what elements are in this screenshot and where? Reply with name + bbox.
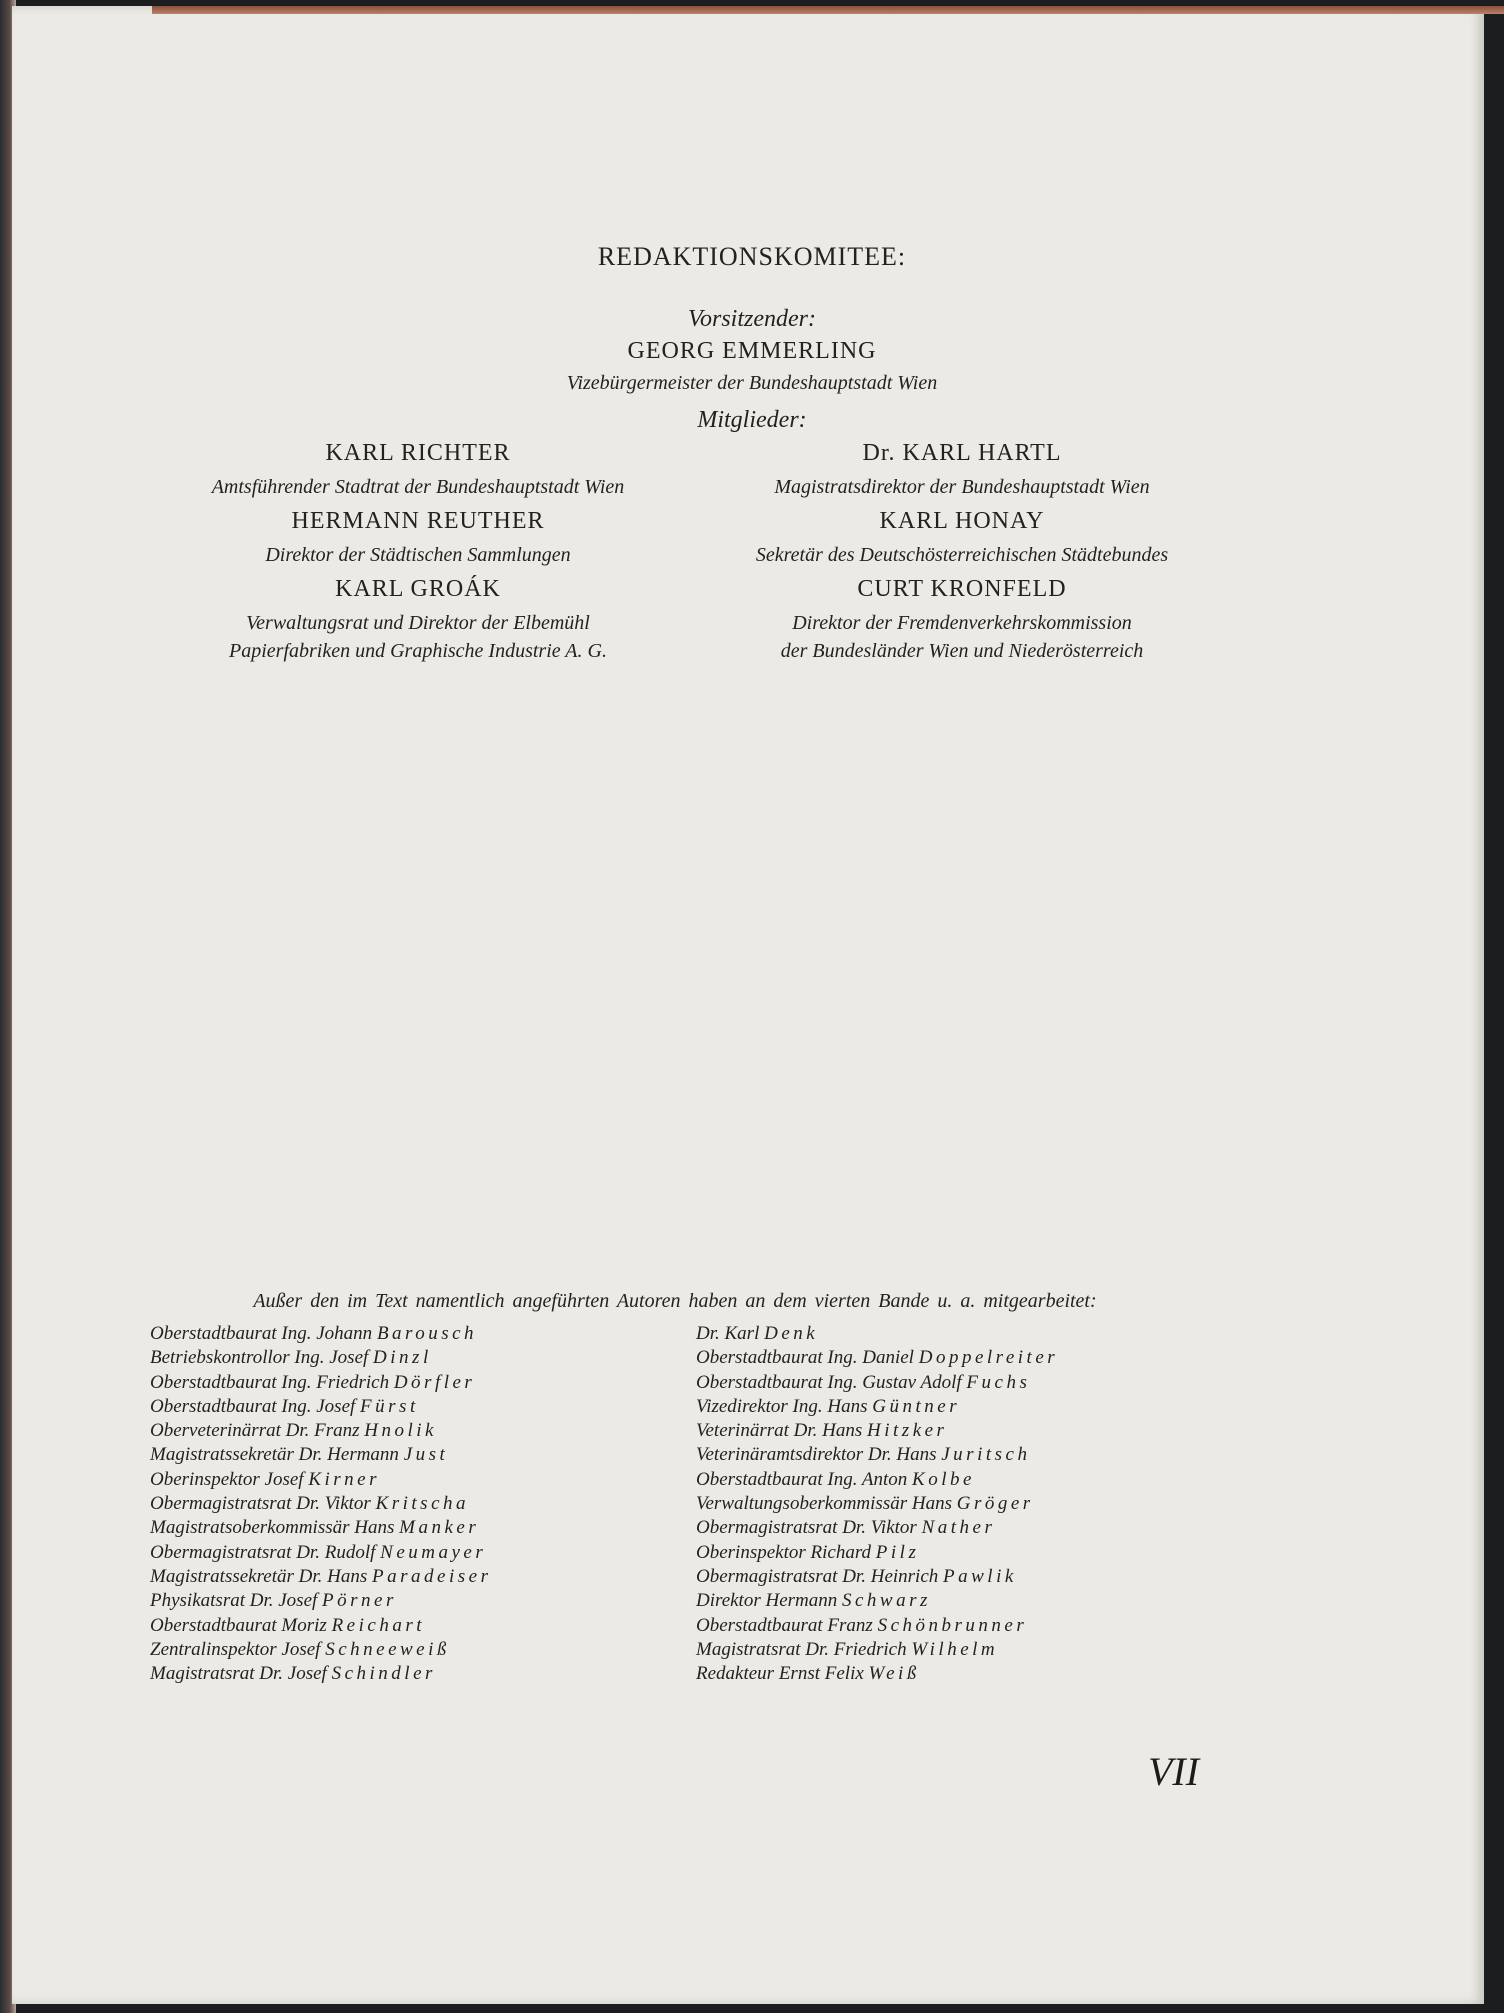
list-item: Oberstadtbaurat Ing. Friedrich Dörfler: [150, 1371, 476, 1393]
committee-member: [712, 508, 1212, 569]
contributors-right-list: [696, 1322, 1216, 1686]
contributors-intro: Außer den im Text namentlich angeführten Autoren haben an dem vierten Bande u. a. mitgearbeitet:: [253, 1290, 1097, 1312]
member-role: Sekretär des Deutschösterreichischen Städtebundes: [755, 544, 1169, 566]
page-number: VII: [1148, 1749, 1200, 1794]
member-name: KARL RICHTER: [325, 440, 511, 466]
contributors-left-list: [150, 1322, 670, 1686]
list-item: Oberstadtbaurat Ing. Daniel Doppelreiter: [696, 1347, 1059, 1369]
list-item: Magistratsoberkommissär Hans Manker: [150, 1517, 480, 1539]
list-item: Magistratsrat Dr. Friedrich Wilhelm: [696, 1638, 999, 1660]
list-item: Oberinspektor Richard Pilz: [696, 1541, 920, 1563]
list-item: Magistratsrat Dr. Josef Schindler: [150, 1663, 436, 1685]
list-item: Magistratssekretär Dr. Hermann Just: [150, 1444, 449, 1466]
committee-heading: REDAKTIONSKOMITEE:: [597, 242, 907, 271]
list-item: Dr. Karl Denk: [696, 1323, 819, 1344]
list-item: Oberveterinärrat Dr. Franz Hnolik: [150, 1420, 437, 1442]
member-role: Magistratsdirektor der Bundeshauptstadt Wien: [774, 476, 1150, 498]
list-item: Obermagistratsrat Dr. Rudolf Neumayer: [150, 1541, 487, 1563]
committee-member: [148, 508, 688, 569]
member-role-continued: der Bundesländer Wien und Niederösterreich: [780, 640, 1144, 662]
list-item: Veterinäramtsdirektor Dr. Hans Juritsch: [696, 1444, 1031, 1466]
list-item: Direktor Hermann Schwarz: [696, 1590, 931, 1612]
chair-role: Vizebürgermeister der Bundeshauptstadt Wien: [566, 372, 938, 394]
committee-member: [712, 440, 1212, 501]
member-name: KARL GROÁK: [335, 576, 501, 602]
list-item: Vizedirektor Ing. Hans Güntner: [696, 1395, 961, 1417]
list-item: Zentralinspektor Josef Schneeweiß: [150, 1638, 450, 1660]
list-item: Obermagistratsrat Dr. Heinrich Pawlik: [696, 1565, 1017, 1587]
list-item: Physikatsrat Dr. Josef Pörner: [150, 1590, 397, 1612]
member-role: Verwaltungsrat und Direktor der Elbemühl: [246, 612, 590, 634]
chair-label: Vorsitzender:: [688, 306, 816, 332]
member-name: HERMANN REUTHER: [291, 508, 545, 534]
member-name: KARL HONAY: [879, 508, 1045, 534]
list-item: Oberstadtbaurat Moriz Reichart: [150, 1614, 426, 1636]
member-role: Amtsführender Stadtrat der Bundeshauptstadt Wien: [211, 476, 625, 498]
list-item: Verwaltungsoberkommissär Hans Gröger: [696, 1493, 1034, 1515]
list-item: Betriebskontrollor Ing. Josef Dinzl: [150, 1347, 432, 1369]
list-item: Oberstadtbaurat Ing. Anton Kolbe: [696, 1468, 975, 1490]
committee-member: [148, 440, 688, 501]
list-item: Obermagistratsrat Dr. Viktor Nather: [696, 1517, 996, 1539]
list-item: Redakteur Ernst Felix Weiß: [696, 1663, 920, 1685]
members-label: Mitglieder:: [697, 407, 807, 433]
member-name: CURT KRONFELD: [857, 576, 1067, 602]
list-item: Veterinärrat Dr. Hans Hitzker: [696, 1420, 948, 1442]
member-role: Direktor der Städtischen Sammlungen: [265, 544, 571, 566]
list-item: Obermagistratsrat Dr. Viktor Kritscha: [150, 1493, 470, 1515]
list-item: Oberinspektor Josef Kirner: [150, 1468, 380, 1490]
member-role-continued: Papierfabriken und Graphische Industrie A. G.: [229, 640, 607, 662]
page-top-edge: [152, 6, 1504, 14]
member-name: Dr. KARL HARTL: [862, 440, 1062, 466]
list-item: Oberstadtbaurat Ing. Gustav Adolf Fuchs: [696, 1371, 1031, 1393]
list-item: Oberstadtbaurat Ing. Josef Fürst: [150, 1395, 419, 1417]
committee-member: [712, 576, 1212, 665]
list-item: Oberstadtbaurat Ing. Johann Barousch: [150, 1323, 478, 1344]
chair-name: GEORG EMMERLING: [627, 338, 877, 364]
member-role: Direktor der Fremdenverkehrskommission: [792, 612, 1132, 634]
list-item: Magistratssekretär Dr. Hans Paradeiser: [150, 1565, 492, 1587]
committee-member: [148, 576, 688, 665]
list-item: Oberstadtbaurat Franz Schönbrunner: [696, 1614, 1028, 1636]
